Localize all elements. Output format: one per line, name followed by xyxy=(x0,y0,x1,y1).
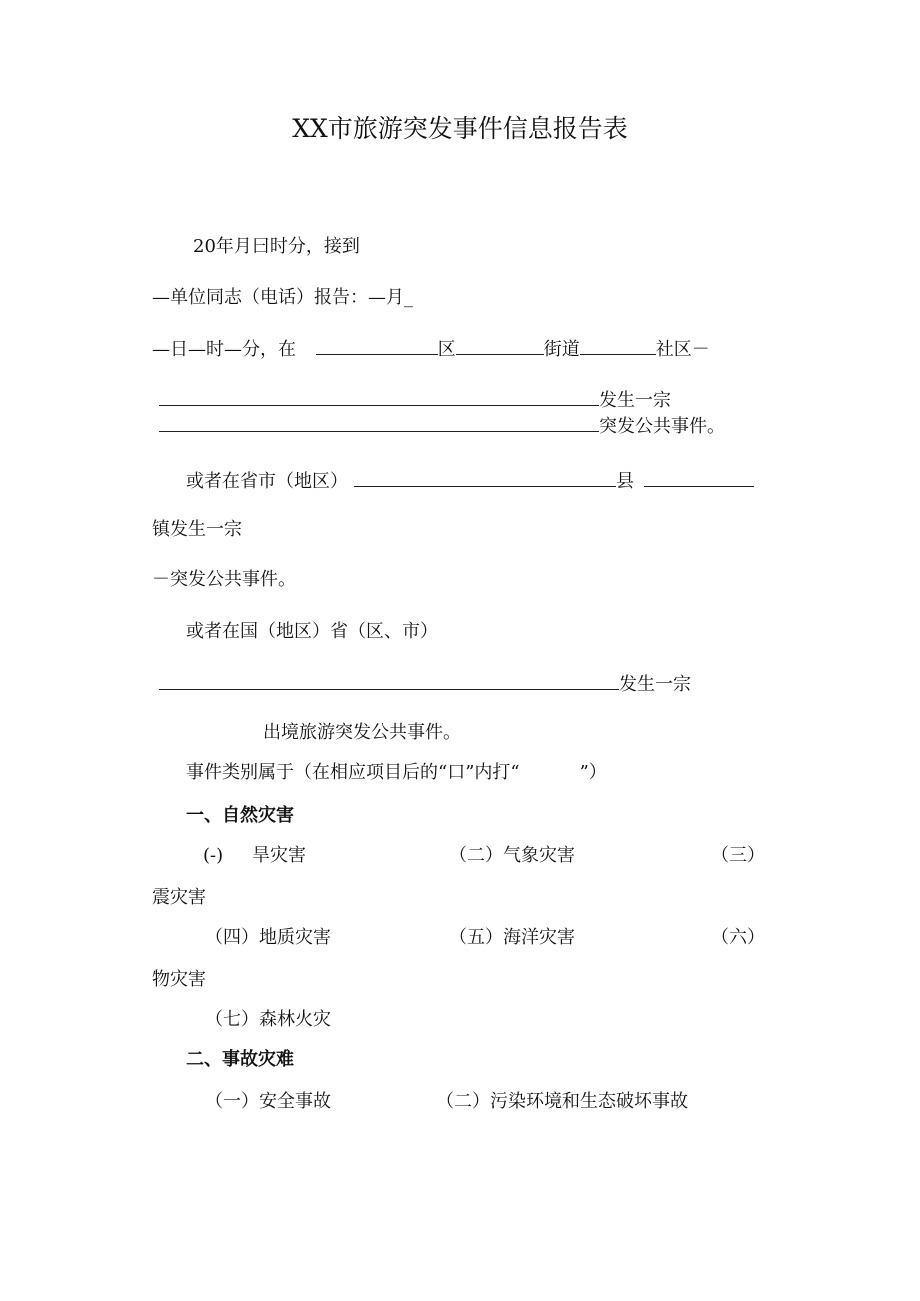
option-earthquake-num: （三） xyxy=(711,845,765,866)
page-title: XX市旅游突发事件信息报告表 xyxy=(292,114,628,143)
public-event-line: －突发公共事件。 xyxy=(152,569,296,590)
option-biological[interactable]: 物灾害 xyxy=(152,969,206,990)
time-label: —日—时—分，在 xyxy=(152,339,296,360)
province-blank[interactable] xyxy=(354,468,616,487)
district-label: 区 xyxy=(437,339,456,360)
province-label: 或者在省市（地区） xyxy=(186,471,348,492)
occurrence-line xyxy=(159,387,671,413)
place-blank[interactable] xyxy=(159,387,599,406)
option-drought-num: (-) xyxy=(203,845,224,866)
option-forest-fire[interactable]: （七）森林火灾 xyxy=(205,1009,331,1030)
province-line xyxy=(186,468,754,494)
abroad-occurrence-line xyxy=(159,671,691,697)
event-label: 突发公共事件。 xyxy=(599,416,725,437)
location-line xyxy=(152,336,710,362)
abroad-event-line: 出境旅游突发公共事件。 xyxy=(263,722,461,743)
option-pollution-accident[interactable]: （二）污染环境和生态破坏事故 xyxy=(436,1091,688,1112)
section-accident-disaster: 二、事故灾难 xyxy=(186,1049,294,1070)
community-label: 社区－ xyxy=(655,339,710,360)
option-weather[interactable]: （二）气象灾害 xyxy=(449,845,575,866)
community-blank[interactable] xyxy=(580,336,656,355)
street-label: 街道 xyxy=(543,339,580,360)
county-label: 县 xyxy=(616,471,634,492)
abroad-occurrence-label: 发生一宗 xyxy=(619,674,691,695)
category-instruction xyxy=(186,761,607,785)
option-marine[interactable]: （五）海洋灾害 xyxy=(449,927,575,948)
abroad-place-blank[interactable] xyxy=(159,671,619,690)
occurrence-label: 发生一宗 xyxy=(599,390,671,411)
instruction-end: ”） xyxy=(579,762,607,783)
option-safety-accident[interactable]: （一）安全事故 xyxy=(205,1091,331,1112)
district-blank[interactable] xyxy=(316,336,438,355)
option-earthquake[interactable]: 震灾害 xyxy=(152,887,206,908)
event-line xyxy=(159,413,725,439)
report-time-line: 20年月曰时分，接到 xyxy=(193,236,360,257)
street-blank[interactable] xyxy=(456,336,544,355)
option-geological[interactable]: （四）地质灾害 xyxy=(205,927,331,948)
event-blank[interactable] xyxy=(159,413,599,432)
reporter-line: —单位同志（电话）报告：—月_ xyxy=(152,287,413,308)
section-natural-disaster: 一、自然灾害 xyxy=(186,805,294,826)
county-blank[interactable] xyxy=(644,468,754,487)
town-line: 镇发生一宗 xyxy=(152,519,242,540)
instruction-text: 事件类别属于（在相应项目后的“口”内打“ xyxy=(186,762,520,783)
country-line: 或者在国（地区）省（区、市） xyxy=(186,621,438,642)
option-drought[interactable]: 旱灾害 xyxy=(252,845,306,866)
option-biological-num: （六） xyxy=(711,927,765,948)
